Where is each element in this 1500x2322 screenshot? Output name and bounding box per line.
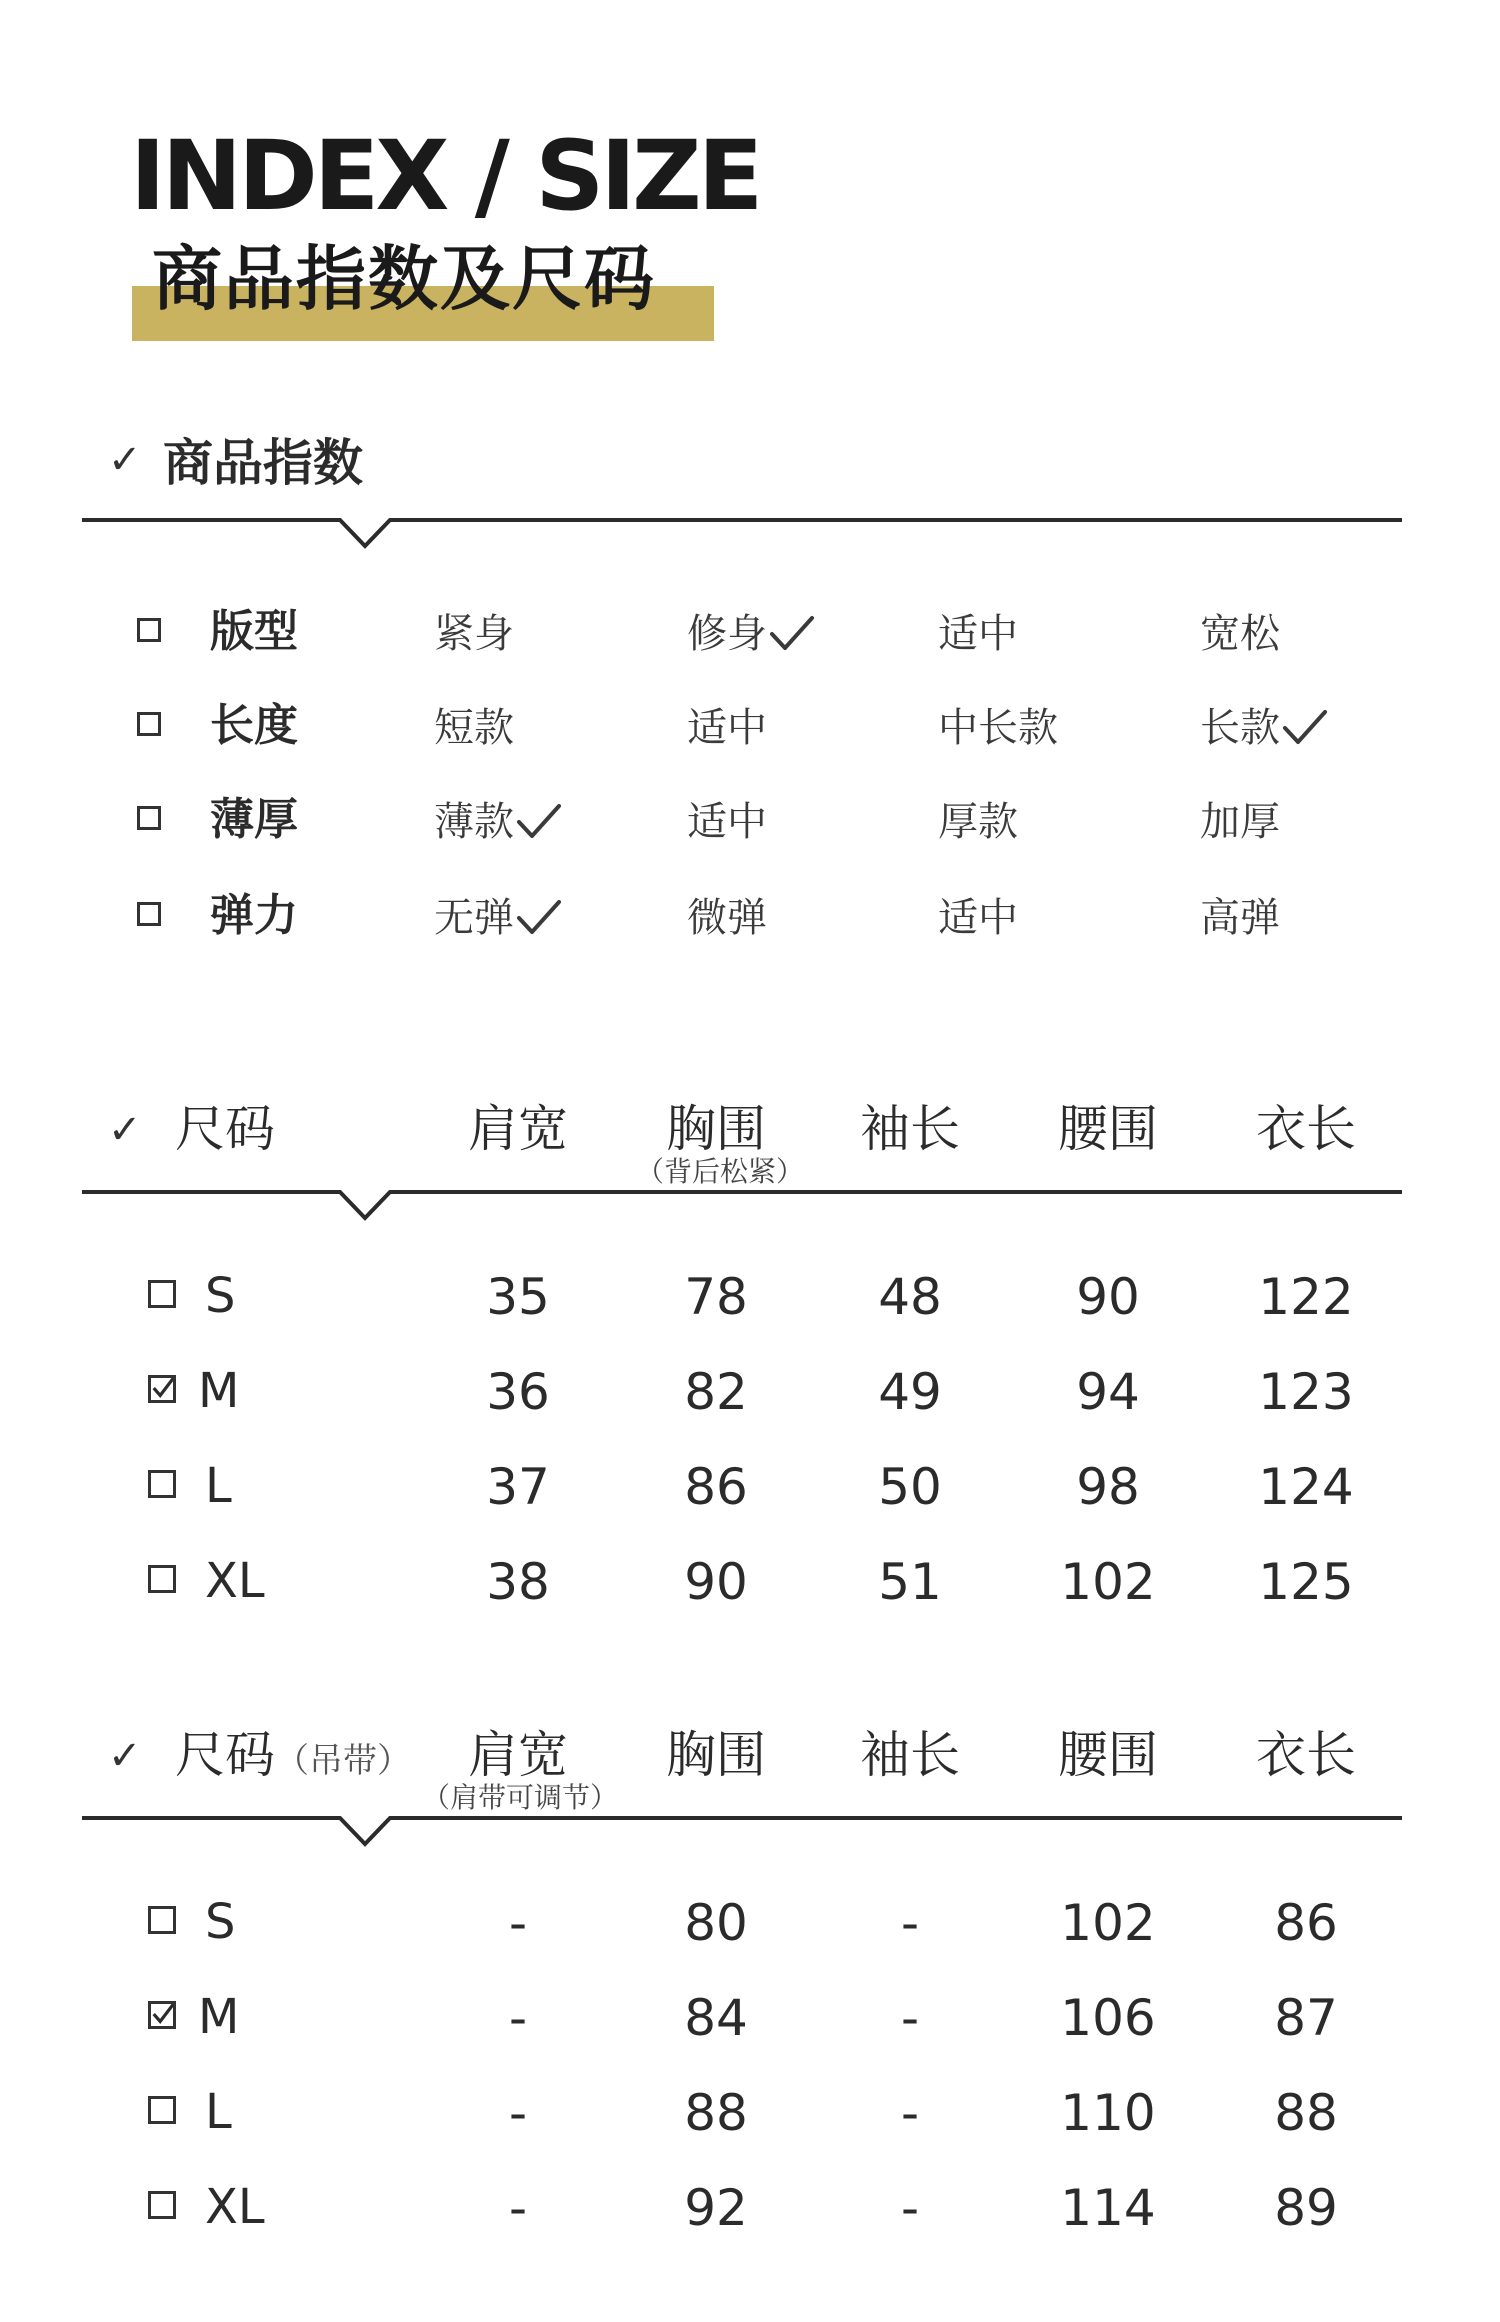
check-icon: ✓ xyxy=(108,1107,142,1153)
size-table-2-column-header: 肩宽 xyxy=(468,1726,568,1784)
size-table-1-cell: 122 xyxy=(1258,1268,1354,1326)
index-option-label: 适中 xyxy=(687,799,767,845)
size-table-2-cell: 110 xyxy=(1060,2084,1156,2142)
size-table-2-size-name: L xyxy=(205,2084,232,2140)
size-table-2-size-name: S xyxy=(205,1894,236,1950)
index-row-checkbox[interactable] xyxy=(137,712,161,736)
index-option-label: 短款 xyxy=(434,705,514,751)
index-option xyxy=(938,706,1058,750)
index-option xyxy=(687,896,767,940)
index-option xyxy=(434,706,514,750)
size-table-2-cell: 86 xyxy=(1274,1894,1338,1952)
index-option-label: 修身 xyxy=(687,611,767,657)
size-table-2-cell: - xyxy=(508,1894,528,1952)
size-table-1-cell: 94 xyxy=(1076,1363,1140,1421)
size-table-1-column-header: 袖长 xyxy=(860,1100,960,1158)
index-row-label: 薄厚 xyxy=(210,794,298,845)
index-option xyxy=(1200,800,1280,844)
index-option-label: 微弹 xyxy=(687,895,767,941)
section-divider xyxy=(82,1814,1402,1854)
index-section-title: 商品指数 xyxy=(163,434,363,492)
index-option xyxy=(938,612,1018,656)
index-option-label: 中长款 xyxy=(938,705,1058,751)
index-option xyxy=(938,800,1018,844)
size-table-1-size-checkbox[interactable] xyxy=(148,1565,176,1593)
size-table-1-column-header: 胸围 xyxy=(666,1100,766,1158)
index-option xyxy=(1200,612,1280,656)
index-option xyxy=(434,612,514,656)
size-table-1-cell: 48 xyxy=(878,1268,942,1326)
size-table-2-cell: 114 xyxy=(1060,2179,1156,2237)
size-table-2-title: 尺码（吊带） xyxy=(175,1726,411,1784)
index-row-checkbox[interactable] xyxy=(137,902,161,926)
section-divider xyxy=(82,1188,1402,1228)
index-option xyxy=(1200,896,1280,940)
size-table-2-cell: - xyxy=(900,2084,920,2142)
index-option xyxy=(434,800,562,844)
size-table-1-size-name: L xyxy=(205,1458,232,1514)
index-option-label: 无弹 xyxy=(434,895,514,941)
size-table-1-cell: 98 xyxy=(1076,1458,1140,1516)
size-table-1-size-checkbox[interactable] xyxy=(148,1375,176,1403)
index-option-label: 薄款 xyxy=(434,799,514,845)
size-table-1-size-name: M xyxy=(198,1363,240,1419)
index-option xyxy=(687,706,767,750)
size-table-2-cell: 87 xyxy=(1274,1989,1338,2047)
check-icon: ✓ xyxy=(108,1733,142,1779)
index-option-label: 适中 xyxy=(938,895,1018,941)
index-option xyxy=(938,896,1018,940)
index-option xyxy=(687,612,815,656)
size-table-2-size-checkbox[interactable] xyxy=(148,1906,176,1934)
size-table-2-column-header: 衣长 xyxy=(1256,1726,1356,1784)
size-table-2-cell: 92 xyxy=(684,2179,748,2237)
size-table-2-cell: 106 xyxy=(1060,1989,1156,2047)
size-table-1-size-checkbox[interactable] xyxy=(148,1470,176,1498)
index-option-label: 高弹 xyxy=(1200,895,1280,941)
size-table-1-cell: 82 xyxy=(684,1363,748,1421)
size-table-1-cell: 35 xyxy=(486,1268,550,1326)
index-option-label: 加厚 xyxy=(1200,799,1280,845)
size-table-1-cell: 125 xyxy=(1258,1553,1354,1611)
check-icon: ✓ xyxy=(108,437,142,483)
size-table-1-size-name: S xyxy=(205,1268,236,1324)
size-table-2-cell: 89 xyxy=(1274,2179,1338,2237)
size-table-2-size-checkbox[interactable] xyxy=(148,2001,176,2029)
size-table-1-cell: 102 xyxy=(1060,1553,1156,1611)
index-row-label: 长度 xyxy=(210,700,298,751)
page-title-english: INDEX / SIZE xyxy=(130,120,760,232)
size-table-2-cell: - xyxy=(508,1989,528,2047)
size-table-1-column-header: 肩宽 xyxy=(468,1100,568,1158)
size-table-1-cell: 90 xyxy=(684,1553,748,1611)
index-option-label: 紧身 xyxy=(434,611,514,657)
size-table-2-cell: 88 xyxy=(684,2084,748,2142)
size-table-2-size-name: M xyxy=(198,1989,240,2045)
size-table-1-cell: 90 xyxy=(1076,1268,1140,1326)
size-table-2-cell: - xyxy=(900,2179,920,2237)
index-row-checkbox[interactable] xyxy=(137,618,161,642)
size-table-2-cell: 88 xyxy=(1274,2084,1338,2142)
size-table-1-column-header: 腰围 xyxy=(1058,1100,1158,1158)
size-table-1-cell: 36 xyxy=(486,1363,550,1421)
size-table-title: 尺码 xyxy=(175,1100,275,1158)
size-table-2-size-checkbox[interactable] xyxy=(148,2096,176,2124)
size-table-2-size-name: XL xyxy=(205,2179,265,2235)
index-row-checkbox[interactable] xyxy=(137,806,161,830)
index-option-label: 厚款 xyxy=(938,799,1018,845)
size-table-1-column-header: 衣长 xyxy=(1256,1100,1356,1158)
chest-note: （背后松紧） xyxy=(635,1155,804,1188)
size-table-1-cell: 123 xyxy=(1258,1363,1354,1421)
size-table-1-cell: 37 xyxy=(486,1458,550,1516)
size-table-2-column-header: 胸围 xyxy=(666,1726,766,1784)
size-table-1-cell: 50 xyxy=(878,1458,942,1516)
checkmark-icon xyxy=(769,614,815,654)
size-table-2-column-header: 袖长 xyxy=(860,1726,960,1784)
checkmark-icon xyxy=(151,2003,173,2027)
checkmark-icon xyxy=(516,802,562,842)
size-table-1-cell: 124 xyxy=(1258,1458,1354,1516)
size-table-2-size-checkbox[interactable] xyxy=(148,2191,176,2219)
shoulder-note: （肩带可调节） xyxy=(421,1781,618,1814)
size-table-1-cell: 51 xyxy=(878,1553,942,1611)
size-table-2-cell: 84 xyxy=(684,1989,748,2047)
size-table-1-cell: 78 xyxy=(684,1268,748,1326)
checkmark-icon xyxy=(151,1377,173,1401)
index-option xyxy=(1200,706,1328,750)
index-row-label: 弹力 xyxy=(210,890,298,941)
index-option-label: 适中 xyxy=(938,611,1018,657)
index-row-label: 版型 xyxy=(210,606,298,657)
checkmark-icon xyxy=(1282,708,1328,748)
index-option xyxy=(434,896,562,940)
index-option-label: 适中 xyxy=(687,705,767,751)
size-table-2-column-header: 腰围 xyxy=(1058,1726,1158,1784)
size-table-1-cell: 86 xyxy=(684,1458,748,1516)
size-table-2-cell: - xyxy=(900,1894,920,1952)
section-divider xyxy=(82,516,1402,556)
index-option xyxy=(687,800,767,844)
size-table-2-cell: 80 xyxy=(684,1894,748,1952)
size-table-2-cell: - xyxy=(508,2084,528,2142)
size-table-2-cell: - xyxy=(508,2179,528,2237)
size-table-1-cell: 38 xyxy=(486,1553,550,1611)
size-table-2-cell: 102 xyxy=(1060,1894,1156,1952)
size-table-1-size-name: XL xyxy=(205,1553,265,1609)
size-table-2-subtitle: （吊带） xyxy=(275,1741,411,1781)
size-table-2-cell: - xyxy=(900,1989,920,2047)
index-option-label: 宽松 xyxy=(1200,611,1280,657)
size-table-1-cell: 49 xyxy=(878,1363,942,1421)
index-option-label: 长款 xyxy=(1200,705,1280,751)
size-table-1-size-checkbox[interactable] xyxy=(148,1280,176,1308)
checkmark-icon xyxy=(516,898,562,938)
page-title-chinese: 商品指数及尺码 xyxy=(152,238,656,320)
